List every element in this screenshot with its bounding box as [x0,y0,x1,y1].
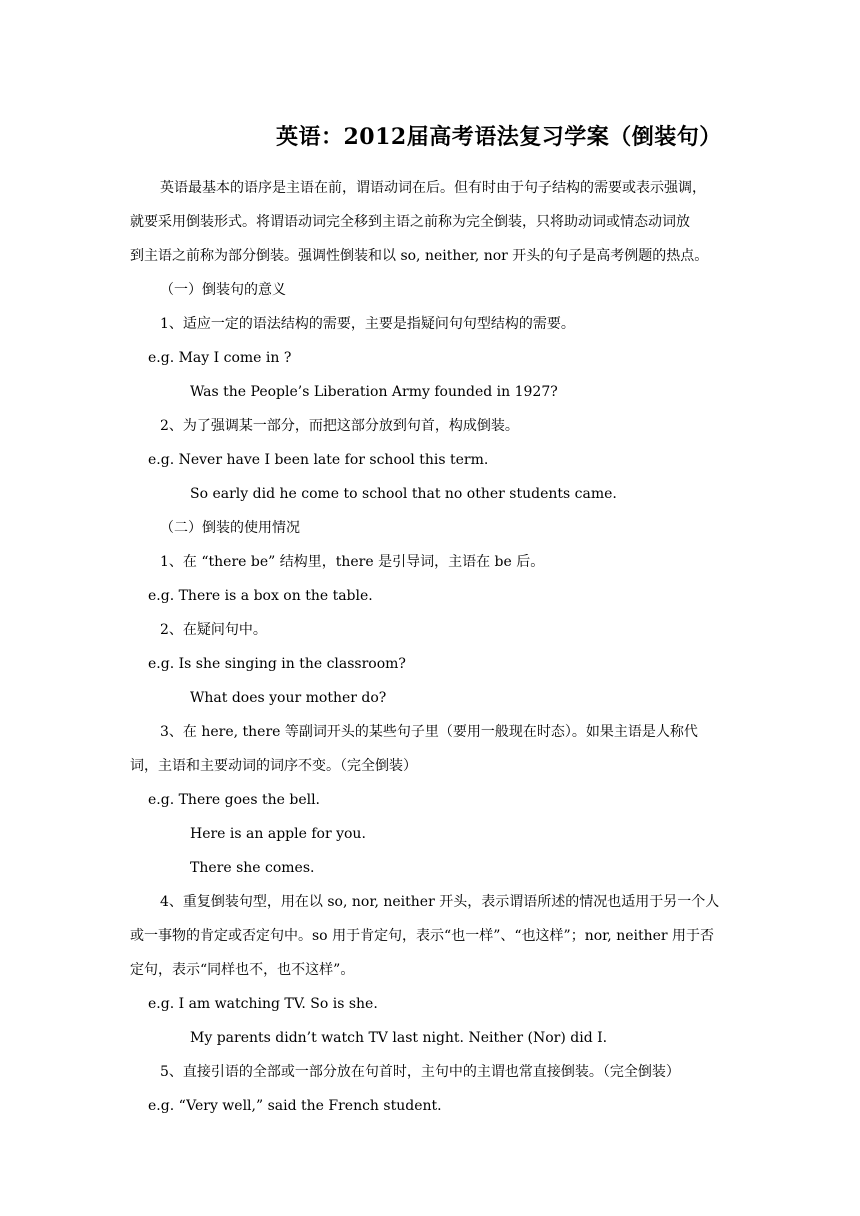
example-line: e.g. I am watching TV. So is she. [148,996,378,1012]
point-1-2: 2、为了强调某一部分，而把这部分放到句首，构成倒装。 [160,418,519,434]
point-2-5: 5、直接引语的全部或一部分放在句首时，主句中的主谓也常直接倒装。（完全倒装） [160,1064,680,1080]
example-line: e.g. There goes the bell. [148,792,321,808]
point-2-4: 4、重复倒装句型，用在以 so, nor, neither 开头，表示谓语所述的情况也适用于另一个人 [160,894,720,910]
point-2-3-continued: 词，主语和主要动词的词序不变。（完全倒装） [130,758,417,774]
point-2-2: 2、在疑问句中。 [160,622,267,638]
intro-line-1: 英语最基本的语序是主语在前，谓语动词在后。但有时由于句子结构的需要或表示强调， [160,180,706,196]
point-2-4-continued: 定句，表示“同样也不，也不这样”。 [130,962,355,978]
example-line: e.g. Never have I been late for school this term. [148,452,489,468]
example-line: e.g. “Very well,” said the French student. [148,1098,442,1114]
point-1-1: 1、适应一定的语法结构的需要，主要是指疑问句句型结构的需要。 [160,316,575,332]
intro-line-3: 到主语之前称为部分倒装。强调性倒装和以 so, neither, nor 开头的句子是高考例题的热点。 [130,248,709,264]
example-line: So early did he come to school that no other students came. [190,486,617,502]
example-line: My parents didn’t watch TV last night. Neither (Nor) did I. [190,1030,608,1046]
example-line: e.g. May I come in ? [148,350,292,366]
example-line: e.g. There is a box on the table. [148,588,373,604]
point-2-1: 1、在 “there be” 结构里，there 是引导词，主语在 be 后。 [160,554,545,570]
example-line: What does your mother do? [190,690,387,706]
point-2-3: 3、在 here, there 等副词开头的某些句子里（要用一般现在时态）。如果主语是人称代 [160,724,698,740]
example-line: Here is an apple for you. [190,826,366,842]
example-line: e.g. Is she singing in the classroom? [148,656,406,672]
document-title: 英语：2012届高考语法复习学案（倒装句） [276,124,722,150]
intro-line-2: 就要采用倒装形式。将谓语动词完全移到主语之前称为完全倒装，只将助动词或情态动词放 [130,214,690,230]
point-2-4-continued: 或一事物的肯定或否定句中。so 用于肯定句，表示“也一样”、“也这样”；nor, neither 用于否 [130,928,715,944]
section-heading-2: （二）倒装的使用情况 [160,520,300,536]
example-line: Was the People’s Liberation Army founded in 1927? [190,384,558,400]
example-line: There she comes. [190,860,315,876]
section-heading-1: （一）倒装句的意义 [160,282,286,298]
